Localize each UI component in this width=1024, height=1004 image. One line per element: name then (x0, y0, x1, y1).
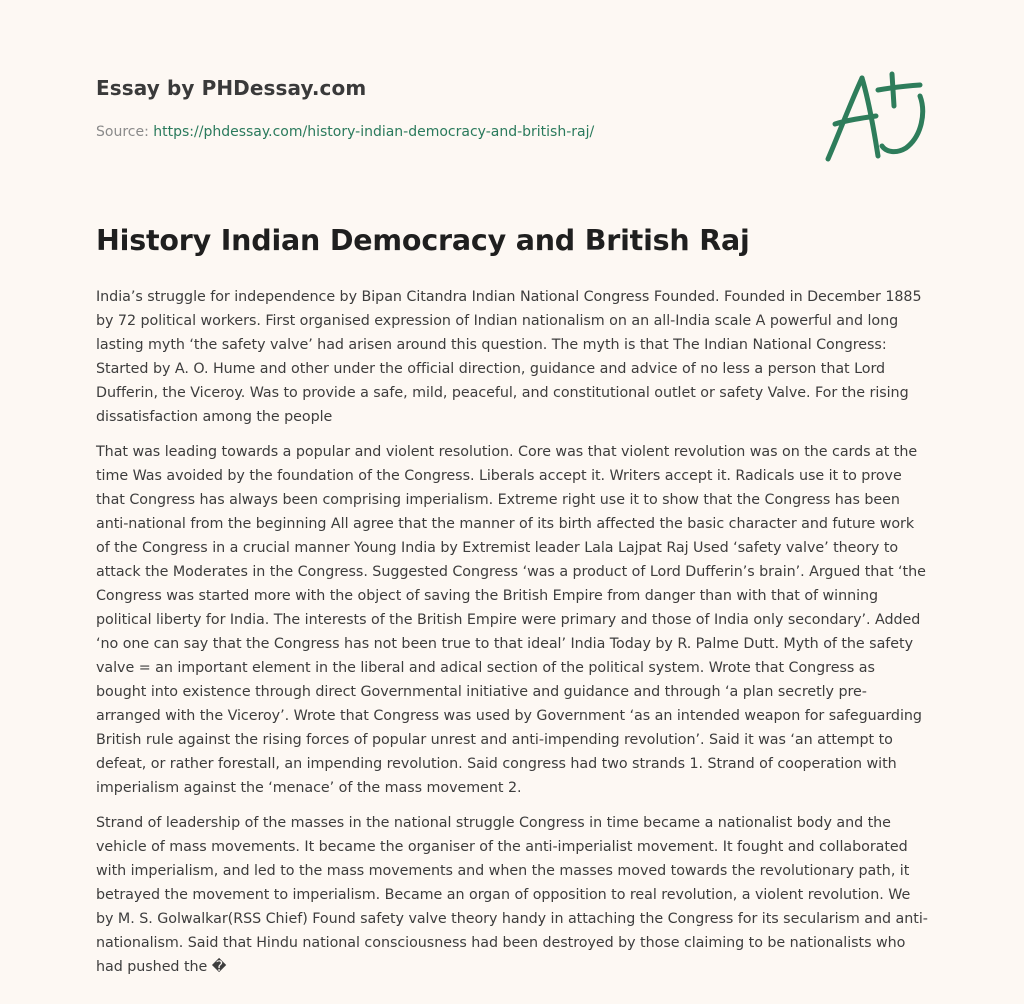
source-line (96, 124, 594, 140)
essay-body (96, 285, 928, 990)
a-plus-grade-icon (818, 66, 930, 166)
essay-paragraph: Strand of leadership of the masses in the national struggle Congress in time became a nationalist body and the vehicle of mass movements. It became the organiser of the anti-imperialist movement. It fought and collaborated with imperialism, and led to the mass movements and when the masses moved towards the revolutionary path, it betrayed the movement to imperialism. Became an organ of opposition to real revolution, a violent revolution. We by M. S. Golwalkar(RSS Chief) Found safety valve theory handy in attaching the Congress for its secularism and anti-nationalism. Said that Hindu national consciousness had been destroyed by those claiming to be nationalists who had pushed the � (96, 815, 928, 975)
essay-paragraph: India’s struggle for independence by Bipan Citandra Indian National Congress Founded. Founded in December 1885 by 72 political workers. First organised expression of Indian nationalism on an all-India scale A powerful and long lasting myth ‘the safety valve’ had arisen around this question. The myth is that The Indian National Congress: Started by A. O. Hume and other under the official direction, guidance and advice of no less a person that Lord Dufferin, the Viceroy. Was to provide a safe, mild, peaceful, and constitutional outlet or safety Valve. For the rising dissatisfaction among the people (96, 289, 922, 425)
essay-paragraph: That was leading towards a popular and violent resolution. Core was that violent revolution was on the cards at the time Was avoided by the foundation of the Congress. Liberals accept it. Writers accept it. Radicals use it to prove that Congress has always been comprising imperialism. Extreme right use it to show that the Congress has been anti-national from the beginning All agree that the manner of its birth affected the basic character and future work of the Congress in a crucial manner Young India by Extremist leader Lala Lajpat Raj Used ‘safety valve’ theory to attack the Moderates in the Congress. Suggested Congress ‘was a product of Lord Dufferin’s brain’. Argued that ‘the Congress was started more with the object of saving the British Empire from danger than with that of winning political liberty for India. The interests of the British Empire were primary and those of India only secondary’. Added ‘no one can say that the Congress has not been true to that ideal’ India Today by R. Palme Dutt. Myth of the safety valve = an important element in the liberal and adical section of the political system. Wrote that Congress as bought into existence through direct Governmental initiative and guidance and through ‘a plan secretly pre-arranged with the Viceroy’. Wrote that Congress was used by Government ‘as an intended weapon for safeguarding British rule against the rising forces of popular unrest and anti-impending revolution’. Said it was ‘an attempt to defeat, or rather forestall, an impending revolution. Said congress had two strands 1. Strand of cooperation with imperialism against the ‘menace’ of the mass movement 2. (96, 444, 926, 796)
source-label: Source: (96, 124, 154, 140)
brand-title: Essay by PHDessay.com (96, 76, 367, 100)
source-link[interactable]: https://phdessay.com/history-indian-democracy-and-british-raj/ (153, 124, 595, 140)
essay-title: History Indian Democracy and British Raj (96, 224, 750, 257)
